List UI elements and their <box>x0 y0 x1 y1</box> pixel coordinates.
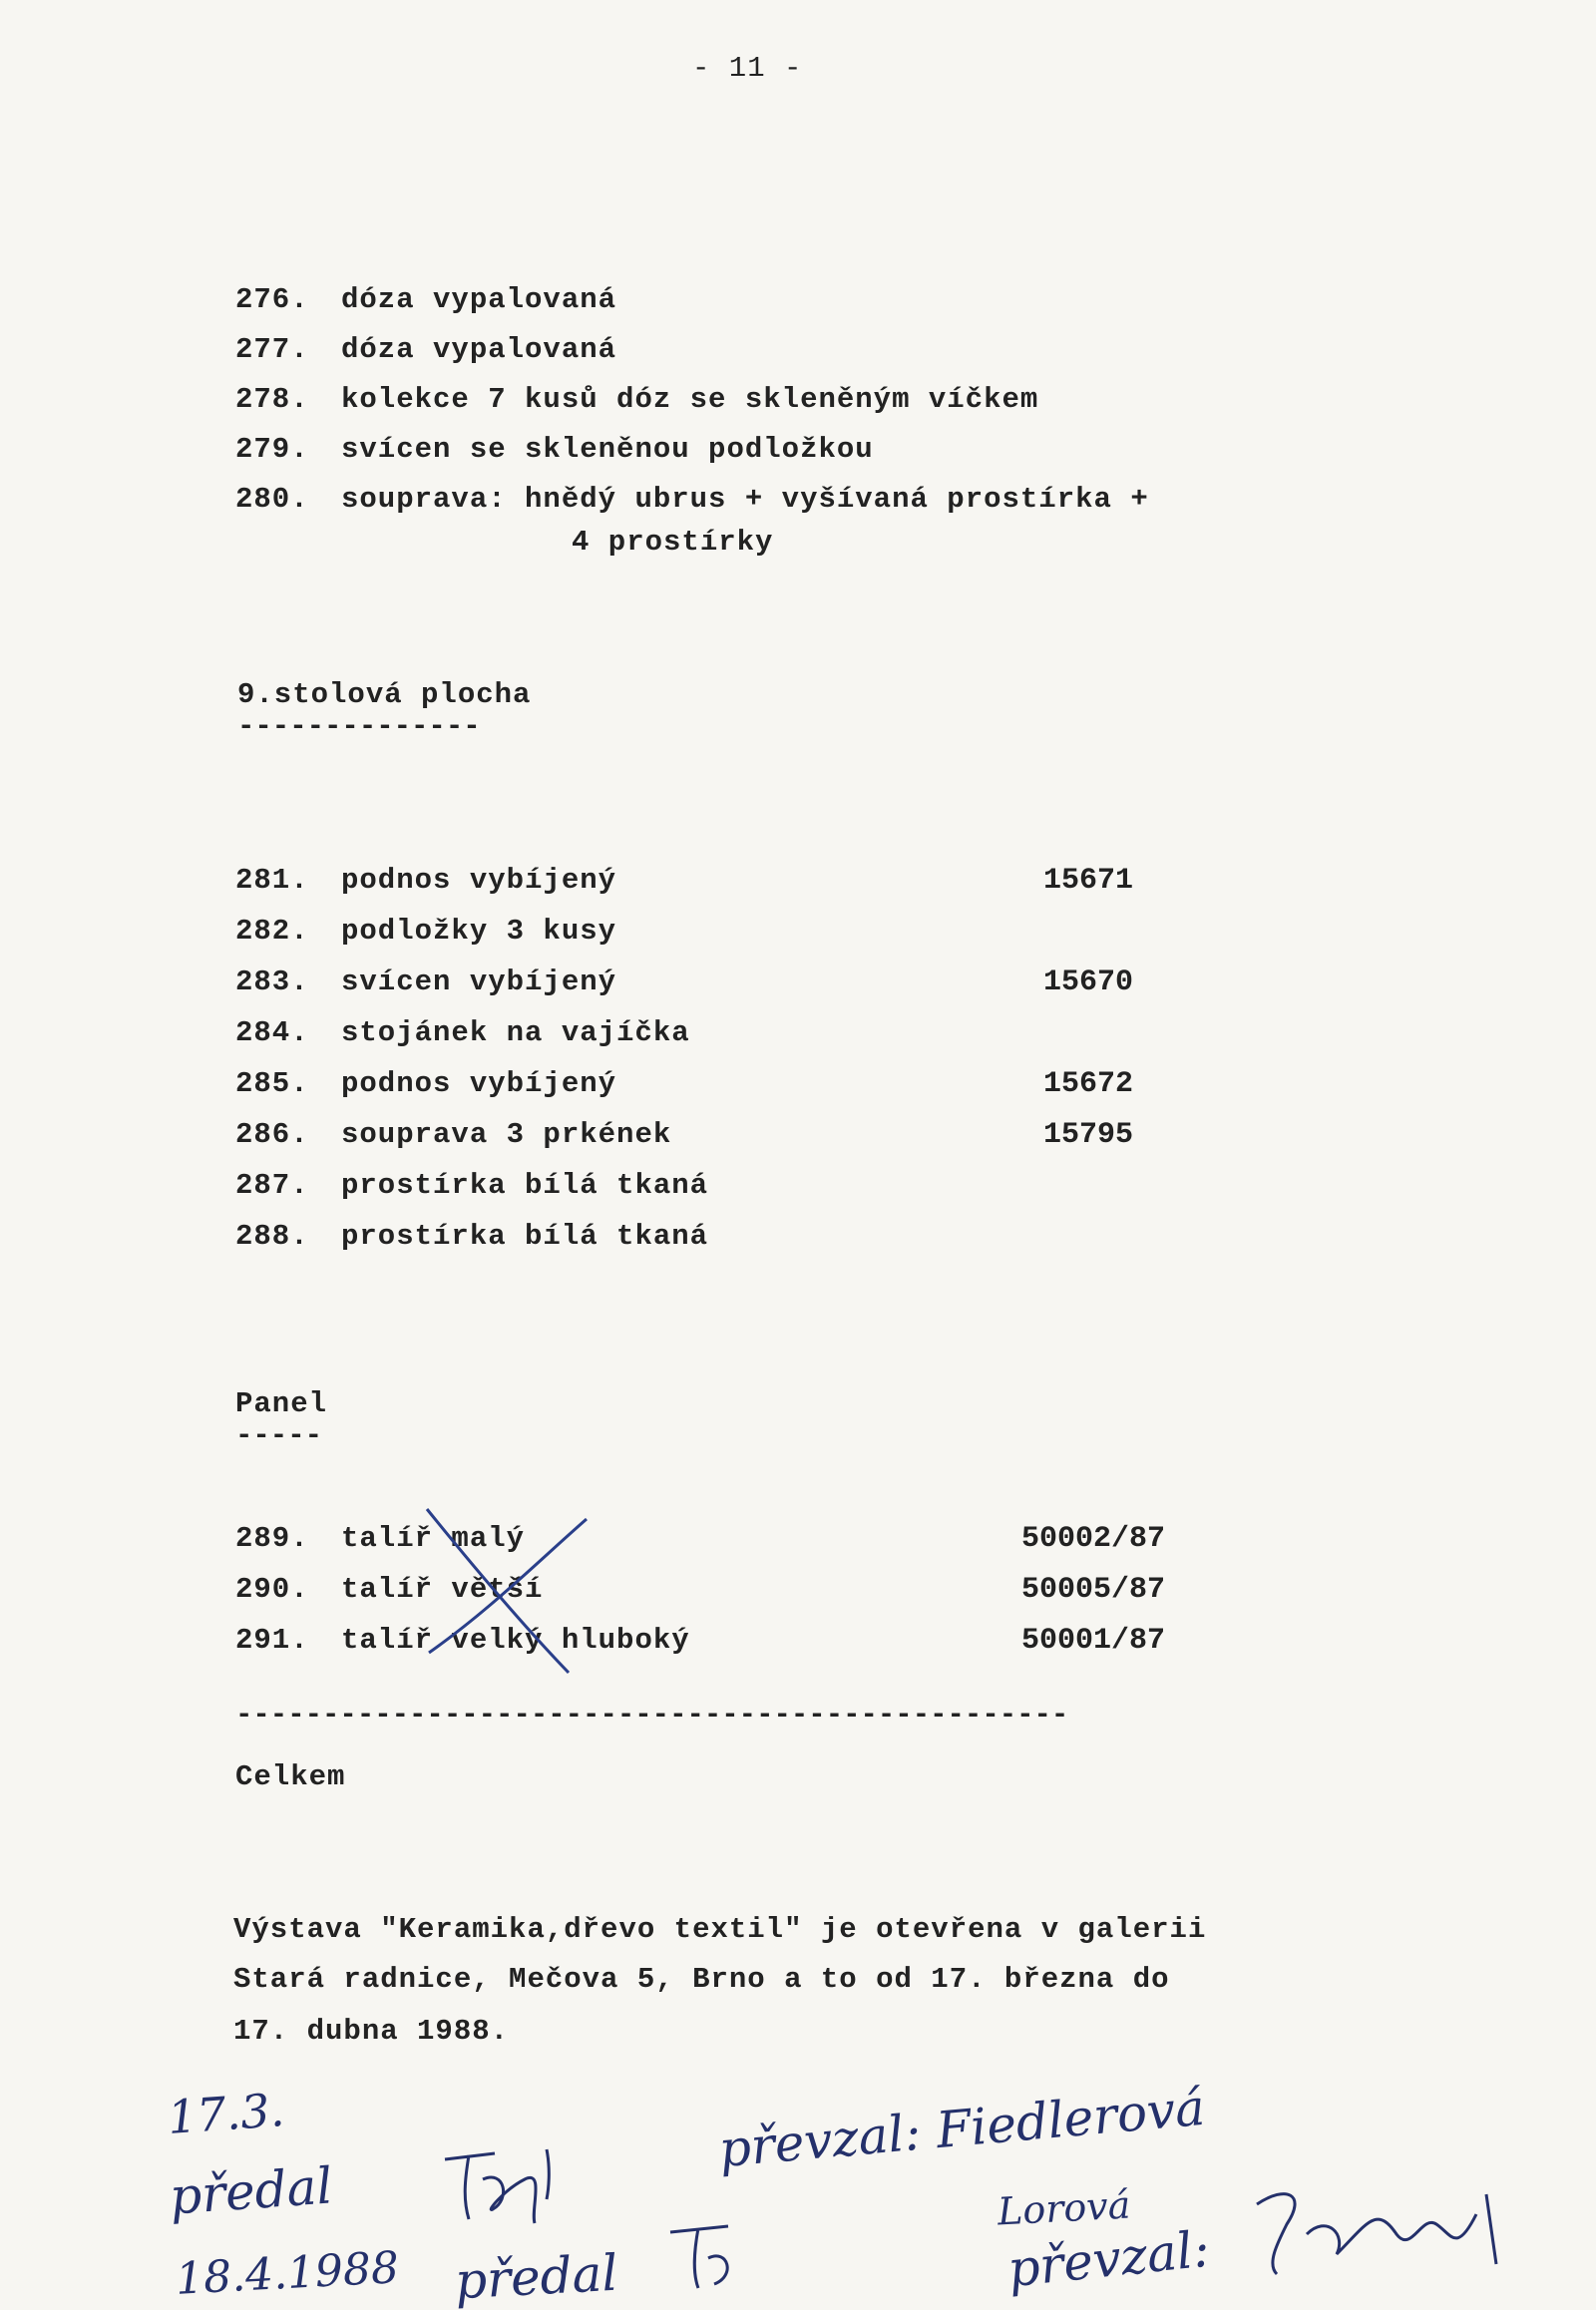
handwritten-name-2: Lorová <box>996 2182 1132 2234</box>
table-item-row-text: podložky 3 kusy <box>341 915 617 948</box>
top-item-row-text: souprava: hnědý ubrus + vyšívaná prostírka + <box>341 483 1149 516</box>
table-item-row-number: 283. <box>235 965 309 998</box>
top-item-row-number: 279. <box>235 433 309 466</box>
table-item-row-text: souprava 3 prkének <box>341 1118 672 1151</box>
handwritten-predal-2: předal <box>453 2243 619 2310</box>
panel-item-row-number: 291. <box>235 1624 309 1657</box>
handwritten-predal-1: předal <box>168 2156 335 2226</box>
table-item-row-text: svícen vybíjený <box>341 965 617 998</box>
top-item-row-text: svícen se skleněnou podložkou <box>341 433 874 466</box>
signature-scribble-3 <box>1247 2174 1516 2284</box>
cross-out-mark <box>409 1501 598 1681</box>
table-item-row-text: prostírka bílá tkaná <box>341 1169 709 1202</box>
panel-heading-underline: ----- <box>235 1419 323 1452</box>
table-item-row-number: 288. <box>235 1220 309 1253</box>
table-item-row-number: 282. <box>235 915 309 948</box>
table-item-row-text: prostírka bílá tkaná <box>341 1220 709 1253</box>
closing-line-2: Stará radnice, Mečova 5, Brno a to od 17. března do <box>233 1963 1170 1996</box>
handwritten-prevzal-1: převzal: Fiedlerová <box>716 2078 1208 2179</box>
panel-item-row-text: talíř malý <box>341 1522 526 1555</box>
panel-item-row-code: 50001/87 <box>1021 1624 1166 1658</box>
top-item-row-number: 280. <box>235 483 309 516</box>
page-number: - 11 - <box>692 52 803 85</box>
total-separator: ------------------------------------------------ <box>235 1699 1069 1732</box>
closing-line-3: 17. dubna 1988. <box>233 2015 510 2048</box>
top-item-row-number: 277. <box>235 333 309 366</box>
table-item-row-number: 286. <box>235 1118 309 1151</box>
top-item-row-text: dóza vypalovaná <box>341 333 617 366</box>
section-heading-panel: Panel <box>235 1387 328 1420</box>
table-item-row-number: 281. <box>235 864 309 897</box>
table-item-row-code: 15795 <box>1043 1118 1134 1152</box>
table-item-row-code: 15670 <box>1043 965 1134 999</box>
table-item-row-number: 284. <box>235 1016 309 1049</box>
signature-scribble-1 <box>435 2139 575 2229</box>
top-item-row-text: kolekce 7 kusů dóz se skleněným víčkem <box>341 383 1039 416</box>
panel-item-row-code: 50002/87 <box>1021 1522 1166 1556</box>
handwritten-prevzal-2: převzal: <box>1004 2219 1213 2299</box>
panel-item-row-number: 289. <box>235 1522 309 1555</box>
panel-item-row-text: talíř velký hluboký <box>341 1624 690 1657</box>
handwritten-date-bottom: 18.4.1988 <box>174 2242 401 2305</box>
table-item-row-code: 15672 <box>1043 1067 1134 1101</box>
closing-line-1: Výstava "Keramika,dřevo textil" je otevřena v galerii <box>233 1913 1207 1946</box>
table-item-row-text: podnos vybíjený <box>341 1067 617 1100</box>
item-280-continuation: 4 prostírky <box>572 526 774 559</box>
table-item-row-text: stojánek na vajíčka <box>341 1016 690 1049</box>
panel-item-row-text: talíř větší <box>341 1573 544 1606</box>
table-item-row-text: podnos vybíjený <box>341 864 617 897</box>
top-item-row-number: 278. <box>235 383 309 416</box>
table-item-row-number: 285. <box>235 1067 309 1100</box>
top-item-row-number: 276. <box>235 283 309 316</box>
section-heading-table: 9.stolová plocha <box>237 678 532 711</box>
signature-scribble-2 <box>658 2214 748 2294</box>
table-item-row-code: 15671 <box>1043 864 1134 898</box>
section-heading-underline: -------------- <box>237 710 481 743</box>
top-item-row-text: dóza vypalovaná <box>341 283 617 316</box>
total-label: Celkem <box>235 1760 346 1793</box>
handwritten-date-top: 17.3. <box>166 2082 286 2145</box>
table-item-row-number: 287. <box>235 1169 309 1202</box>
panel-item-row-number: 290. <box>235 1573 309 1606</box>
panel-item-row-code: 50005/87 <box>1021 1573 1166 1607</box>
